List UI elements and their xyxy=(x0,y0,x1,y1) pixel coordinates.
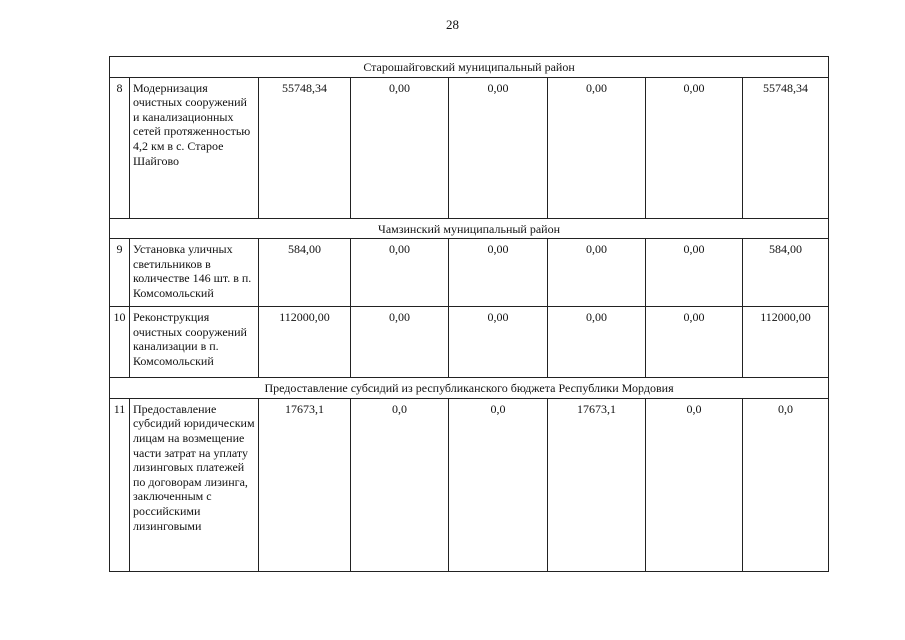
section-row xyxy=(110,378,829,399)
value-col-2: 0,00 xyxy=(351,307,449,378)
value-total: 55748,34 xyxy=(259,77,351,218)
section-title: Чамзинский муниципальный район xyxy=(110,218,829,239)
value-col-2: 0,0 xyxy=(351,398,449,571)
value-col-2: 0,00 xyxy=(351,77,449,218)
value-col-3: 0,00 xyxy=(449,307,548,378)
value-col-2: 0,00 xyxy=(351,239,449,307)
value-col-4: 0,00 xyxy=(548,77,646,218)
table-row xyxy=(110,239,829,307)
row-number: 10 xyxy=(110,307,130,378)
value-col-6: 55748,34 xyxy=(743,77,829,218)
value-col-6: 112000,00 xyxy=(743,307,829,378)
table-row xyxy=(110,398,829,571)
value-col-6: 584,00 xyxy=(743,239,829,307)
measure-name: Установка уличных светильников в количестве 146 шт. в п. Комсомольский xyxy=(130,239,259,307)
value-col-4: 0,00 xyxy=(548,307,646,378)
value-col-4: 17673,1 xyxy=(548,398,646,571)
budget-table xyxy=(109,56,829,572)
value-col-5: 0,0 xyxy=(646,398,743,571)
section-row xyxy=(110,218,829,239)
value-col-3: 0,00 xyxy=(449,77,548,218)
page-number: 28 xyxy=(446,17,459,32)
value-col-6: 0,0 xyxy=(743,398,829,571)
section-title: Предоставление субсидий из республиканского бюджета Республики Мордовия xyxy=(110,378,829,399)
section-title: Старошайговский муниципальный район xyxy=(110,57,829,78)
measure-name: Предоставление субсидий юридическим лицам на возмещение части затрат на уплату лизинговых платежей по договорам лизинга, заключенным с российскими лизинговыми xyxy=(130,398,259,571)
row-number: 8 xyxy=(110,77,130,218)
value-total: 17673,1 xyxy=(259,398,351,571)
value-col-3: 0,0 xyxy=(449,398,548,571)
section-row xyxy=(110,57,829,78)
table-row xyxy=(110,77,829,218)
value-total: 112000,00 xyxy=(259,307,351,378)
value-col-5: 0,00 xyxy=(646,239,743,307)
value-col-5: 0,00 xyxy=(646,307,743,378)
measure-name: Модернизация очистных сооружений и канализационных сетей протяженностью 4,2 км в с. Старое Шайгово xyxy=(130,77,259,218)
row-number: 9 xyxy=(110,239,130,307)
value-col-5: 0,00 xyxy=(646,77,743,218)
value-total: 584,00 xyxy=(259,239,351,307)
value-col-4: 0,00 xyxy=(548,239,646,307)
measure-name: Реконструкция очистных сооружений канализации в п. Комсомольский xyxy=(130,307,259,378)
row-number: 11 xyxy=(110,398,130,571)
value-col-3: 0,00 xyxy=(449,239,548,307)
table-row xyxy=(110,307,829,378)
